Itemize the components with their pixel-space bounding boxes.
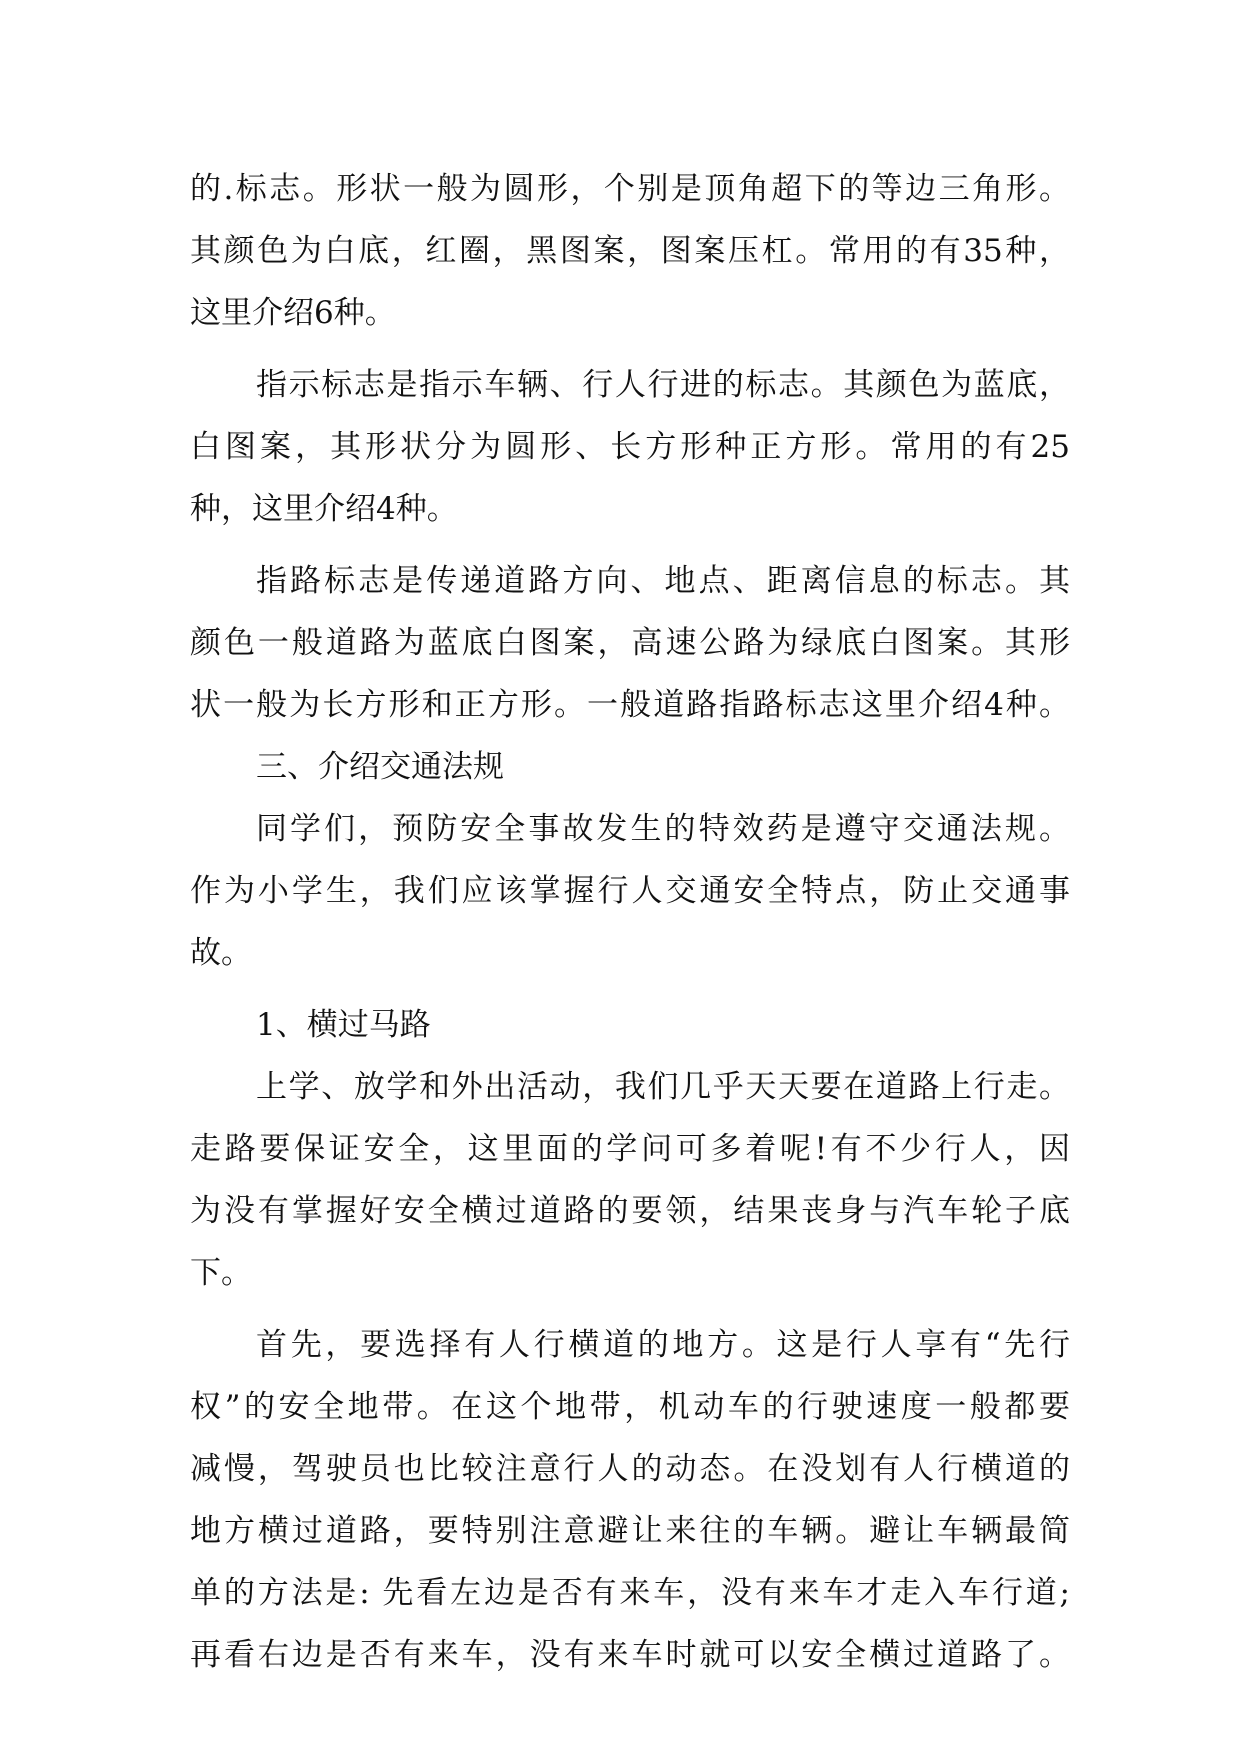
text-line: 下。 — [190, 1255, 252, 1291]
text-line: 种，这里介绍4种。 — [190, 491, 458, 527]
text-line: 为没有掌握好安全横过道路的要领，结果丧身与汽车轮子底 — [190, 1193, 1070, 1229]
text-line: 权”的安全地带。在这个地带，机动车的行驶速度一般都要 — [190, 1389, 1070, 1425]
paragraph-first-line: 同学们，预防安全事故发生的特效药是遵守交通法规。 — [256, 811, 1070, 847]
paragraph-first-line: 首先，要选择有人行横道的地方。这是行人享有“先行 — [256, 1327, 1070, 1363]
text-line: 单的方法是: 先看左边是否有来车，没有来车才走入车行道; — [190, 1575, 1070, 1611]
paragraph-first-line: 上学、放学和外出活动，我们几乎天天要在道路上行走。 — [256, 1069, 1070, 1105]
text-line: 其颜色为白底，红圈，黑图案，图案压杠。常用的有35种， — [190, 233, 1070, 269]
text-line: 状一般为长方形和正方形。一般道路指路标志这里介绍4种。 — [190, 687, 1070, 723]
subsection-heading: 1、横过马路 — [256, 1007, 431, 1043]
text-line: 地方横过道路，要特别注意避让来往的车辆。避让车辆最简 — [190, 1513, 1070, 1549]
document-page — [190, 158, 1070, 1686]
paragraph-first-line: 指路标志是传递道路方向、地点、距离信息的标志。其 — [256, 563, 1070, 599]
text-line: 再看右边是否有来车，没有来车时就可以安全横过道路了。 — [190, 1637, 1070, 1673]
text-line: 白图案，其形状分为圆形、长方形种正方形。常用的有25 — [190, 429, 1070, 465]
text-line: 走路要保证安全，这里面的学问可多着呢!有不少行人，因 — [190, 1131, 1070, 1167]
text-line: 减慢，驾驶员也比较注意行人的动态。在没划有人行横道的 — [190, 1451, 1070, 1487]
text-line: 故。 — [190, 935, 252, 971]
text-line: 的.标志。形状一般为圆形，个别是顶角超下的等边三角形。 — [190, 171, 1070, 207]
text-line: 作为小学生，我们应该掌握行人交通安全特点，防止交通事 — [190, 873, 1070, 909]
text-line: 这里介绍6种。 — [190, 295, 396, 331]
section-heading: 三、介绍交通法规 — [256, 749, 504, 785]
paragraph-first-line: 指示标志是指示车辆、行人行进的标志。其颜色为蓝底， — [256, 367, 1070, 403]
text-line: 颜色一般道路为蓝底白图案，高速公路为绿底白图案。其形 — [190, 625, 1070, 661]
